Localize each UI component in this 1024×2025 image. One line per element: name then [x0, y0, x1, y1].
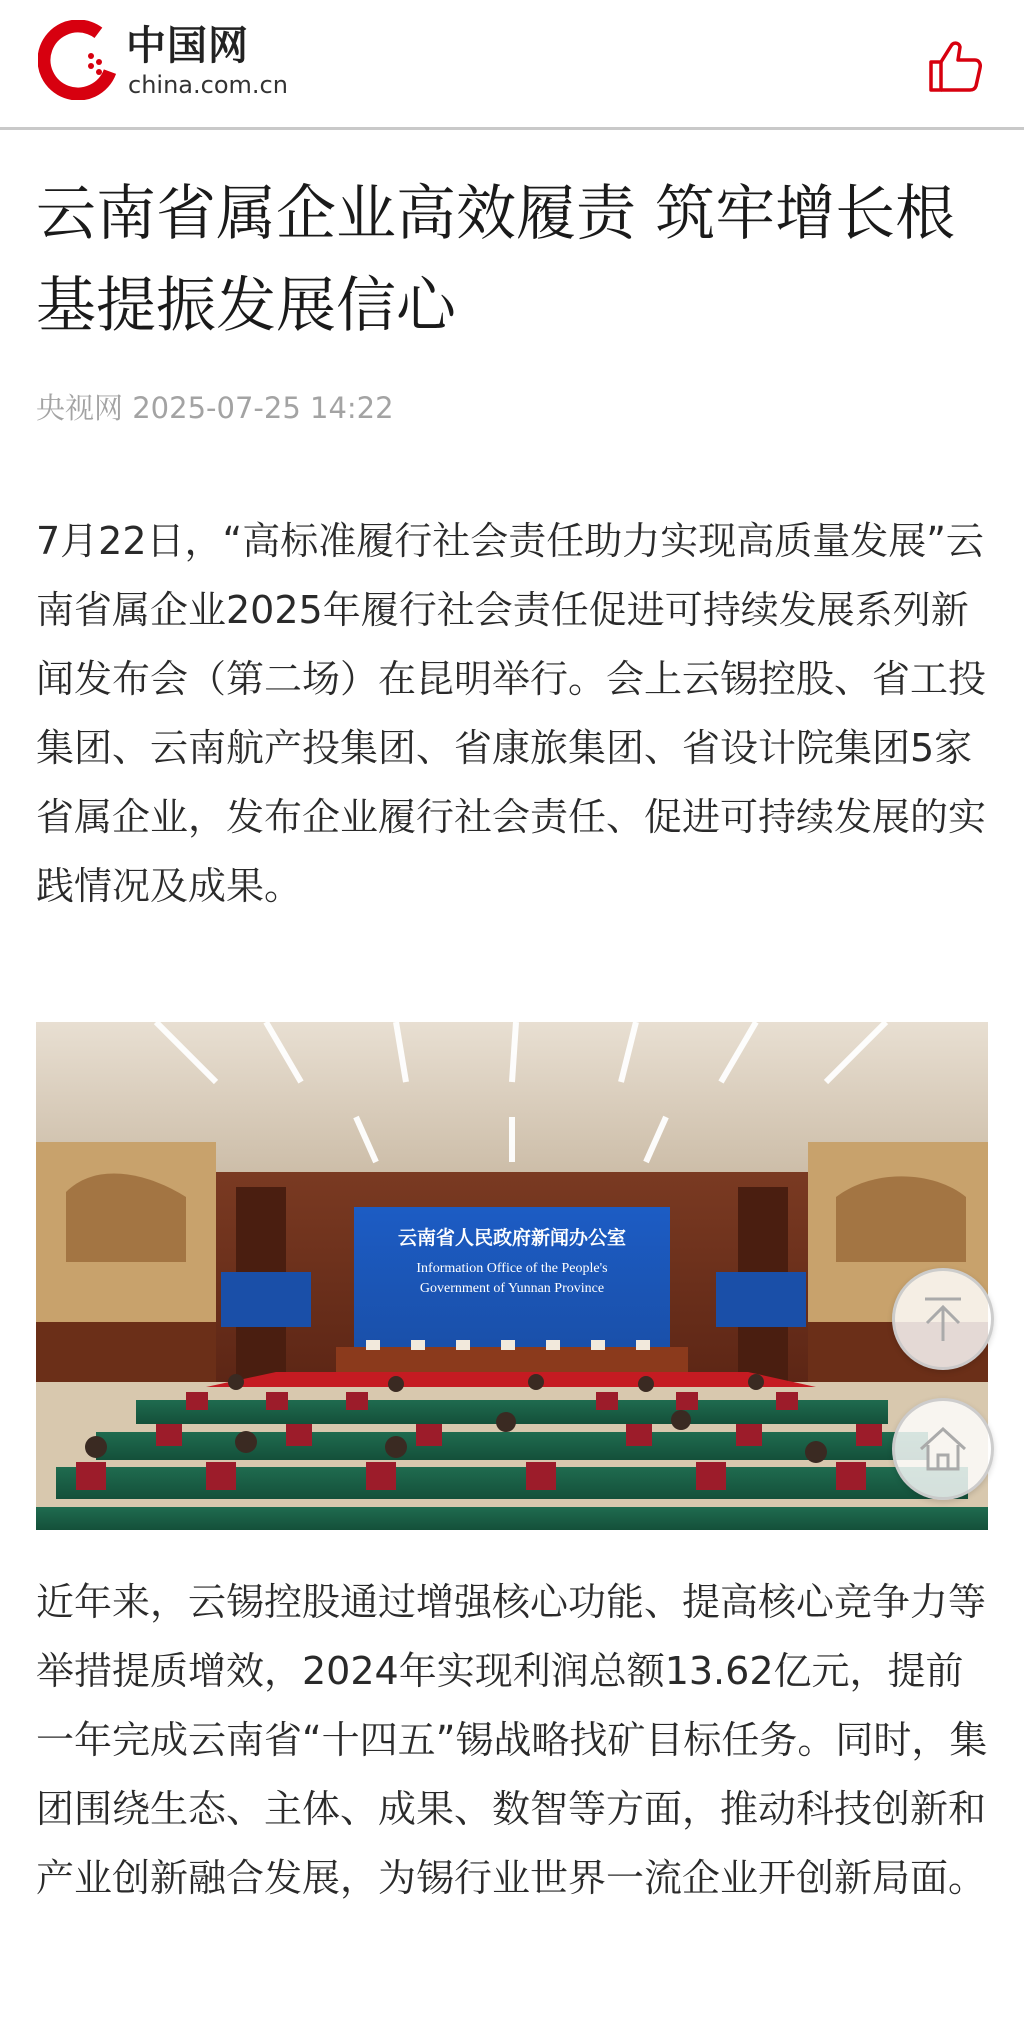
- arrow-up-icon: [917, 1293, 969, 1345]
- logo-chinese-text: 中国网: [126, 23, 249, 69]
- article-photo: [36, 1022, 988, 1530]
- screen-subtitle-line2: Government of Yunnan Province: [419, 1281, 605, 1296]
- thumbs-up-icon: [925, 36, 985, 96]
- like-button[interactable]: [925, 36, 985, 96]
- back-to-top-button[interactable]: [892, 1268, 994, 1370]
- article-meta: [36, 388, 394, 428]
- article-title: 云南省属企业高效履责 筑牢增长根基提振发展信心: [36, 179, 956, 341]
- press-conference-photo: [36, 1022, 988, 1530]
- screen-subtitle-line1: Information Office of the People's: [416, 1261, 608, 1276]
- top-bar: [0, 0, 1024, 130]
- home-button[interactable]: [892, 1398, 994, 1500]
- article-datetime: 2025-07-25 14:22: [132, 391, 394, 425]
- home-icon: [917, 1423, 969, 1475]
- screen-title: 云南省人民政府新闻办公室: [397, 1228, 627, 1249]
- site-logo[interactable]: [38, 16, 298, 98]
- logo-domain-text: china.com.cn: [128, 71, 288, 99]
- article-paragraph: 近年来，云锡控股通过增强核心功能、提高核心竞争力等举措提质增效，2024年实现利润总额13.62亿元，提前一年完成云南省“十四五”锡战略找矿目标任务。同时，集团围绕生态、主体、成果、数智等方面，推动科技创新和产业创新融合发展，为锡行业世界一流企业开创新局面。: [36, 1580, 988, 1900]
- article-source: 央视网: [36, 391, 124, 425]
- article-paragraph: 7月22日，“高标准履行社会责任助力实现高质量发展”云南省属企业2025年履行社会责任促进可持续发展系列新闻发布会（第二场）在昆明举行。会上云锡控股、省工投集团、云南航产投集团、省康旅集团、省设计院集团5家省属企业，发布企业履行社会责任、促进可持续发展的实践情况及成果。: [36, 519, 987, 908]
- china-com-cn-logo-icon: [38, 20, 118, 100]
